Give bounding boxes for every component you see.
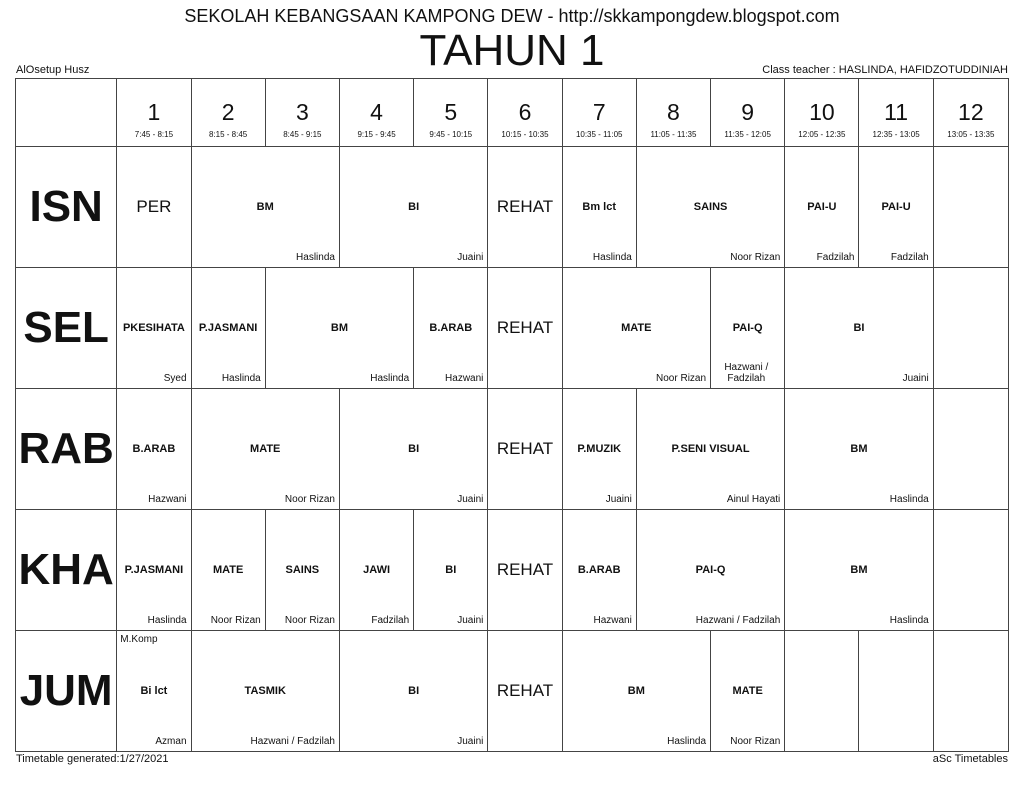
lesson-teacher: Azman xyxy=(155,736,187,747)
lesson-teacher: Noor Rizan xyxy=(656,373,707,384)
day-row xyxy=(16,389,1009,510)
period-header xyxy=(636,79,710,147)
lesson-cell xyxy=(191,510,265,631)
brand-label: aSc Timetables xyxy=(932,753,1008,765)
lesson-cell xyxy=(191,389,339,510)
lesson-cell xyxy=(488,631,562,752)
period-time: 9:45 - 10:15 xyxy=(429,130,473,139)
lesson-cell xyxy=(562,268,710,389)
lesson-teacher: Ainul Hayati xyxy=(726,494,781,505)
period-number: 1 xyxy=(147,99,161,125)
corner-cell xyxy=(16,79,117,147)
lesson-subject: MATE xyxy=(621,322,652,334)
lesson-subject: TASMIK xyxy=(244,685,286,697)
period-header xyxy=(785,79,859,147)
lesson-subject: REHAT xyxy=(496,439,554,458)
lesson-subject: PAI-Q xyxy=(695,564,726,576)
lesson-cell xyxy=(562,147,636,268)
lesson-teacher: Hazwani / Fadzilah xyxy=(695,615,781,626)
period-header xyxy=(265,79,339,147)
lesson-teacher: Juaini xyxy=(457,252,484,263)
class-teacher: Class teacher : HASLINDA, HAFIDZOTUDDINIAH xyxy=(762,64,1008,76)
lesson-subject: BM xyxy=(330,322,348,334)
lesson-subject: Bi lct xyxy=(140,685,168,697)
lesson-cell xyxy=(562,510,636,631)
lesson-subject: P.SENI VISUAL xyxy=(671,443,750,455)
lesson-subject: REHAT xyxy=(496,681,554,700)
period-time: 8:45 - 9:15 xyxy=(283,130,322,139)
lesson-teacher: Juaini xyxy=(902,373,929,384)
lesson-teacher: Hazwani xyxy=(445,373,484,384)
lesson-cell xyxy=(117,631,191,752)
period-number: 4 xyxy=(370,99,383,125)
lesson-teacher: Haslinda xyxy=(221,373,261,384)
period-header xyxy=(933,79,1008,147)
lesson-subject: JAWI xyxy=(363,564,391,576)
lesson-subject: B.ARAB xyxy=(577,564,621,576)
lesson-cell xyxy=(785,631,859,752)
period-number: 12 xyxy=(958,99,984,125)
lesson-cell xyxy=(859,147,933,268)
period-number: 5 xyxy=(444,99,458,125)
lesson-teacher: Hazwani / Fadzilah xyxy=(724,362,769,384)
lesson-subject: MATE xyxy=(212,564,244,576)
period-number: 7 xyxy=(592,99,606,125)
period-time: 11:35 - 12:05 xyxy=(724,130,771,139)
lesson-cell xyxy=(265,268,413,389)
lesson-teacher: Noor Rizan xyxy=(284,494,335,505)
lesson-cell xyxy=(488,510,562,631)
day-label: JUM xyxy=(19,666,113,715)
lesson-cell xyxy=(711,631,785,752)
lesson-subject: PER xyxy=(136,197,172,216)
lesson-teacher: Haslinda xyxy=(592,252,632,263)
period-header-row xyxy=(16,79,1009,147)
period-number: 8 xyxy=(667,99,680,125)
lesson-subject: BI xyxy=(445,564,457,576)
lesson-subject: MATE xyxy=(732,685,763,697)
lesson-cell xyxy=(339,389,487,510)
day-row xyxy=(16,631,1009,752)
lesson-cell xyxy=(191,147,339,268)
lesson-subject: BM xyxy=(850,564,868,576)
lesson-teacher: Juaini xyxy=(457,615,484,626)
lesson-teacher: Syed xyxy=(163,373,187,384)
timetable xyxy=(15,78,1009,752)
lesson-cell xyxy=(488,389,562,510)
lesson-subject: PAI-Q xyxy=(732,322,763,334)
lesson-cell xyxy=(933,147,1008,268)
setup-label: AlOsetup Husz xyxy=(16,64,90,76)
lesson-cell xyxy=(933,389,1008,510)
lesson-cell xyxy=(117,389,191,510)
school-name: SEKOLAH KEBANGSAAN KAMPONG DEW - http://skkampongdew.blogspot.com xyxy=(184,6,840,26)
day-row xyxy=(16,510,1009,631)
day-row xyxy=(16,147,1009,268)
lesson-cell xyxy=(636,147,784,268)
lesson-cell xyxy=(933,631,1008,752)
lesson-cell xyxy=(488,147,562,268)
lesson-subject: P.JASMANI xyxy=(124,564,184,576)
period-number: 10 xyxy=(809,99,835,125)
lesson-teacher: Noor Rizan xyxy=(284,615,335,626)
lesson-teacher: Haslinda xyxy=(889,615,929,626)
period-header xyxy=(414,79,488,147)
lesson-subject: BI xyxy=(408,685,420,697)
lesson-cell xyxy=(191,268,265,389)
lesson-cell xyxy=(785,147,859,268)
lesson-teacher: Juaini xyxy=(605,494,632,505)
period-time: 12:05 - 12:35 xyxy=(798,130,846,139)
day-row xyxy=(16,268,1009,389)
period-header xyxy=(117,79,191,147)
lesson-cell xyxy=(562,631,710,752)
lesson-subject: PAI-U xyxy=(807,201,837,213)
lesson-subject: REHAT xyxy=(496,560,554,579)
lesson-cell xyxy=(785,510,933,631)
lesson-teacher: Haslinda xyxy=(370,373,410,384)
day-label: RAB xyxy=(18,424,114,473)
page-title: TAHUN 1 xyxy=(419,26,605,75)
period-number: 3 xyxy=(295,99,309,125)
lesson-teacher: Fadzilah xyxy=(890,252,929,263)
lesson-subject: B.ARAB xyxy=(132,443,176,455)
lesson-cell xyxy=(933,510,1008,631)
lesson-teacher: Juaini xyxy=(457,494,484,505)
lesson-cell xyxy=(339,631,487,752)
day-label: KHA xyxy=(18,545,114,594)
lesson-subject: P.JASMANI xyxy=(198,322,258,334)
day-cell xyxy=(16,510,117,631)
period-time: 7:45 - 8:15 xyxy=(134,130,174,139)
day-label: SEL xyxy=(23,303,109,352)
lesson-cell xyxy=(117,147,191,268)
period-number: 2 xyxy=(221,99,235,125)
lesson-subject: SAINS xyxy=(285,564,320,576)
lesson-teacher: Fadzilah xyxy=(816,252,855,263)
lesson-cell xyxy=(785,268,933,389)
lesson-subject: BI xyxy=(408,201,420,213)
period-header xyxy=(488,79,562,147)
lesson-subject: BI xyxy=(408,443,420,455)
lesson-teacher: Hazwani xyxy=(593,615,632,626)
lesson-teacher: Haslinda xyxy=(667,736,707,747)
lesson-subject: BM xyxy=(850,443,868,455)
lesson-subject: MATE xyxy=(250,443,281,455)
lesson-group: M.Komp xyxy=(120,634,158,645)
lesson-cell xyxy=(339,147,487,268)
lesson-teacher: Haslinda xyxy=(296,252,335,263)
lesson-cell xyxy=(933,268,1008,389)
lesson-subject: PAI-U xyxy=(881,201,911,213)
lesson-cell xyxy=(414,510,488,631)
period-number: 11 xyxy=(884,99,909,125)
lesson-subject: BI xyxy=(853,322,865,334)
lesson-subject: PKESIHATA xyxy=(122,322,185,334)
lesson-cell xyxy=(117,268,191,389)
lesson-teacher: Noor Rizan xyxy=(210,615,261,626)
lesson-cell xyxy=(859,631,933,752)
period-header xyxy=(711,79,785,147)
period-header xyxy=(339,79,413,147)
lesson-teacher: Juaini xyxy=(457,736,484,747)
lesson-subject: BM xyxy=(627,685,645,697)
period-time: 13:05 - 13:35 xyxy=(947,130,995,139)
lesson-cell xyxy=(488,268,562,389)
lesson-subject: SAINS xyxy=(693,201,728,213)
period-number: 6 xyxy=(518,99,532,125)
lesson-cell xyxy=(636,389,784,510)
lesson-subject: REHAT xyxy=(496,197,554,216)
day-cell xyxy=(16,631,117,752)
period-time: 10:35 - 11:05 xyxy=(575,130,623,139)
generated-date: Timetable generated:1/27/2021 xyxy=(16,753,169,765)
lesson-cell xyxy=(785,389,933,510)
lesson-cell xyxy=(562,389,636,510)
day-cell xyxy=(16,389,117,510)
day-cell xyxy=(16,268,117,389)
period-header xyxy=(562,79,636,147)
lesson-teacher: Hazwani xyxy=(148,494,187,505)
lesson-cell xyxy=(711,268,785,389)
lesson-subject: BM xyxy=(256,201,274,213)
period-time: 8:15 - 8:45 xyxy=(209,130,248,139)
lesson-teacher: Hazwani / Fadzilah xyxy=(250,736,335,747)
lesson-subject: Bm lct xyxy=(582,201,617,213)
period-time: 10:15 - 10:35 xyxy=(501,130,549,139)
day-cell xyxy=(16,147,117,268)
period-time: 12:35 - 13:05 xyxy=(872,130,920,139)
lesson-cell xyxy=(191,631,339,752)
period-time: 9:15 - 9:45 xyxy=(357,130,396,139)
lesson-cell xyxy=(339,510,413,631)
period-header xyxy=(191,79,265,147)
lesson-teacher: Fadzilah xyxy=(371,615,410,626)
lesson-subject: P.MUZIK xyxy=(577,443,622,455)
lesson-teacher: Noor Rizan xyxy=(730,252,781,263)
lesson-cell xyxy=(117,510,191,631)
lesson-cell xyxy=(414,268,488,389)
lesson-cell xyxy=(636,510,784,631)
period-number: 9 xyxy=(741,99,755,125)
lesson-teacher: Noor Rizan xyxy=(730,736,781,747)
day-label: ISN xyxy=(29,182,103,231)
lesson-cell xyxy=(265,510,339,631)
lesson-subject: B.ARAB xyxy=(429,322,473,334)
lesson-teacher: Haslinda xyxy=(889,494,929,505)
period-time: 11:05 - 11:35 xyxy=(650,130,697,139)
lesson-subject: REHAT xyxy=(496,318,554,337)
lesson-teacher: Haslinda xyxy=(147,615,187,626)
period-header xyxy=(859,79,933,147)
